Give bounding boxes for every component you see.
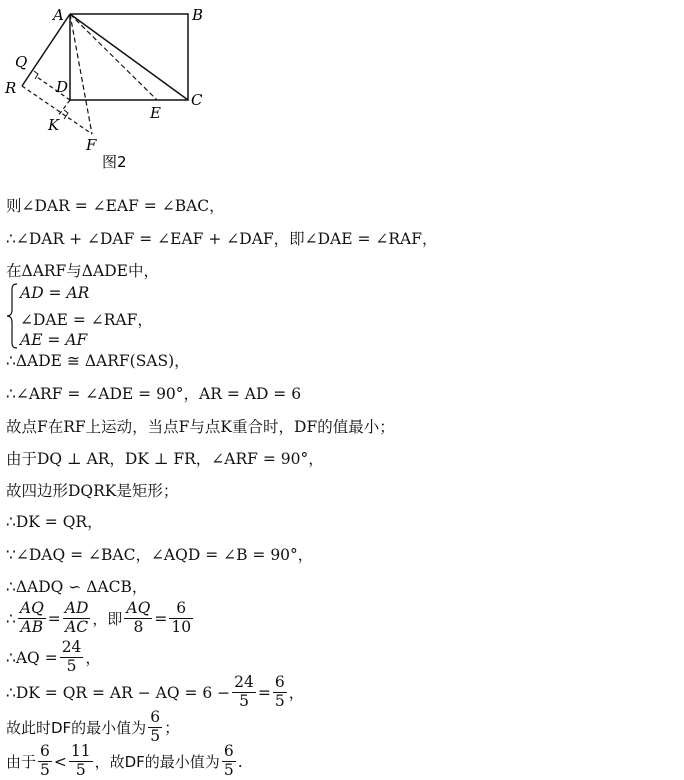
label-a: A	[53, 6, 64, 24]
fraction-denominator: 5	[150, 726, 161, 745]
line-16-prefix: 由于	[6, 753, 37, 771]
line-13	[6, 638, 101, 676]
line-14	[6, 673, 305, 711]
line-1: 则∠DAR = ∠EAF = ∠BAC，	[6, 197, 225, 215]
segment-ar	[22, 14, 70, 86]
fraction-numerator: AQ	[19, 599, 44, 617]
fraction-denominator: 5	[223, 760, 234, 779]
fraction-denominator: 5	[40, 760, 50, 779]
left-brace	[6, 282, 18, 350]
line-15	[6, 708, 180, 746]
geometry-figure	[0, 0, 230, 180]
line-15-suffix: ；	[164, 719, 180, 737]
line-16-suffix: .	[237, 753, 243, 771]
fraction-numerator: 6	[40, 742, 50, 760]
line-14-suffix: ，	[288, 684, 305, 702]
fraction-24-5	[232, 675, 256, 709]
label-e: E	[150, 104, 161, 122]
fraction-6-5	[148, 710, 162, 744]
fraction-6-5	[273, 675, 287, 709]
label-f: F	[86, 136, 97, 154]
line-16	[6, 742, 243, 780]
system-row-1: AD = AR	[20, 284, 90, 302]
fraction-numerator: AD	[64, 599, 89, 617]
fraction-6-5	[222, 744, 236, 778]
equals-sign: =	[154, 610, 168, 628]
line-2: ∴∠DAR + ∠DAF = ∠EAF + ∠DAF，即∠DAE = ∠RAF，	[6, 230, 438, 248]
fraction-denominator: 5	[75, 760, 86, 779]
line-12-prefix: ∴	[6, 610, 16, 628]
line-15-prefix: 故此时DF的最小值为	[6, 719, 147, 737]
fraction-denominator: 5	[66, 656, 77, 675]
fraction-numerator: 24	[61, 638, 82, 656]
system-row-3: AE = AF	[20, 331, 88, 349]
fraction-denominator: 5	[274, 691, 285, 710]
less-than-sign: <	[53, 753, 67, 771]
label-r: R	[5, 79, 17, 97]
line-5: ∴∠ARF = ∠ADE = 90°，AR = AD = 6	[6, 385, 302, 403]
line-14-prefix: ∴DK = QR = AR − AQ = 6 −	[6, 684, 231, 702]
line-7: 由于DQ ⊥ AR，DK ⊥ FR，∠ARF = 90°，	[6, 450, 324, 468]
fraction-numerator: AQ	[126, 599, 151, 617]
fraction-denominator: 5	[239, 691, 249, 710]
fraction-aq-8	[124, 601, 152, 635]
fraction-aq-ab	[18, 601, 46, 635]
line-4: ∴ΔADE ≅ ΔARF(SAS)，	[6, 352, 190, 370]
fraction-numerator: 6	[274, 673, 285, 691]
label-q: Q	[15, 53, 28, 71]
line-13-suffix: ，	[85, 649, 101, 667]
system-row-2: ∠DAE = ∠RAF，	[20, 311, 153, 329]
fraction-6-5	[38, 744, 52, 778]
equals-sign: =	[47, 610, 61, 628]
label-b: B	[192, 6, 204, 24]
fraction-6-10	[169, 601, 193, 635]
fraction-denominator: 8	[133, 617, 144, 636]
connector-text: ，故DF的最小值为	[94, 753, 220, 771]
fraction-ad-ac	[63, 601, 91, 635]
line-13-prefix: ∴AQ =	[6, 649, 58, 667]
equals-sign: =	[257, 684, 271, 702]
line-6: 故点F在RF上运动，当点F与点K重合时，DF的值最小；	[6, 418, 395, 436]
equation-system	[6, 282, 306, 350]
label-k: K	[48, 116, 60, 134]
line-9: ∴DK = QR，	[6, 513, 103, 531]
connector-text: ，即	[92, 610, 123, 628]
diagonal-ac	[70, 14, 188, 100]
fraction-numerator: 11	[70, 742, 91, 760]
fraction-numerator: 6	[223, 742, 234, 760]
line-10: ∵∠DAQ = ∠BAC，∠AQD = ∠B = 90°，	[6, 546, 314, 564]
fraction-numerator: 6	[169, 601, 193, 619]
figure-caption: 图2	[102, 153, 127, 171]
fraction-denominator: AC	[65, 617, 89, 636]
fraction-denominator: AB	[20, 617, 44, 636]
line-11: ∴ΔADQ ∽ ΔACB，	[6, 578, 148, 596]
line-8: 故四边形DQRK是矩形；	[6, 482, 179, 500]
line-3: 在ΔARF与ΔADE中，	[6, 262, 159, 280]
label-c: C	[191, 91, 203, 109]
fraction-denominator: 10	[171, 617, 192, 636]
label-d: D	[56, 78, 69, 96]
fraction-11-5	[69, 744, 93, 778]
fraction-24-5	[60, 640, 84, 674]
right-angle-q	[34, 71, 38, 79]
fraction-numerator: 24	[234, 673, 254, 691]
fraction-numerator: 6	[150, 708, 161, 726]
line-12	[6, 599, 195, 637]
